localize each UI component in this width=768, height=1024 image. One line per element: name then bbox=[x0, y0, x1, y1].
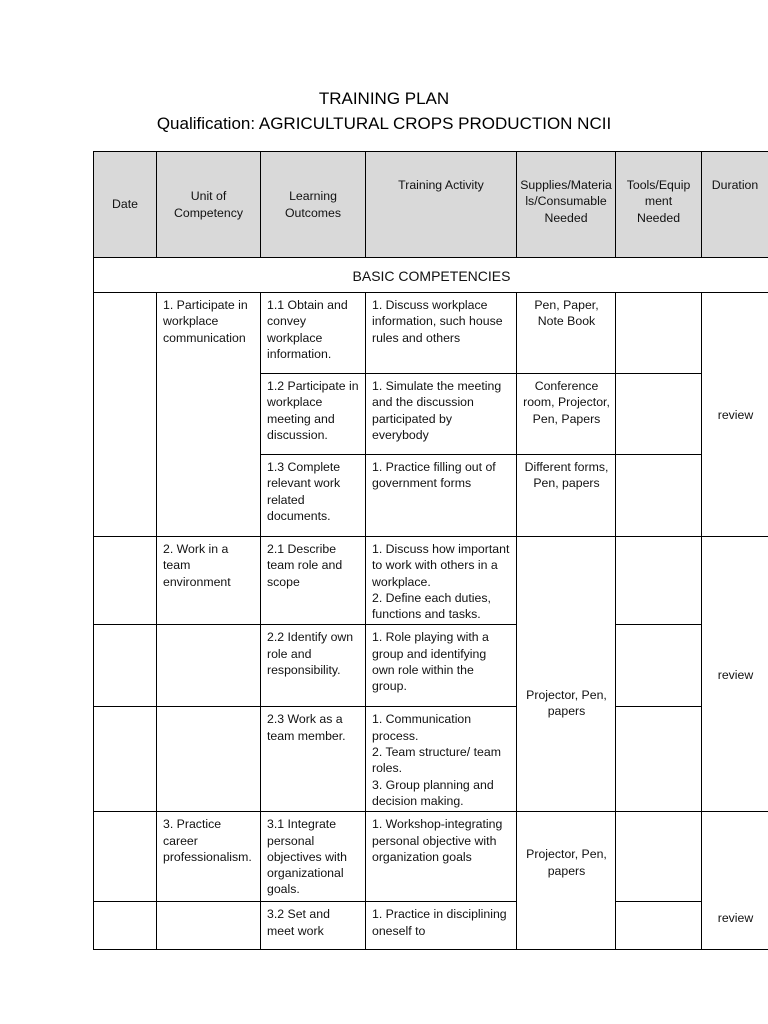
table-row bbox=[94, 812, 768, 902]
table-row bbox=[94, 625, 768, 707]
unit-cell: 3. Practice career professionalism. bbox=[157, 812, 261, 902]
supplies-cell: Projector, Pen, papers bbox=[517, 537, 616, 812]
table-row bbox=[94, 707, 768, 812]
activity-cell: 1. Practice filling out of government forms bbox=[366, 455, 517, 537]
header-tools: Tools/Equipment Needed bbox=[616, 152, 702, 258]
date-cell bbox=[94, 625, 157, 707]
unit-cell: 1. Participate in workplace communication bbox=[157, 293, 261, 537]
section-basic-competencies: BASIC COMPETENCIES bbox=[94, 258, 768, 293]
tools-cell bbox=[616, 455, 702, 537]
outcome-cell: 2.1 Describe team role and scope bbox=[261, 537, 366, 625]
unit-cell bbox=[157, 902, 261, 950]
header-row bbox=[94, 152, 768, 258]
supplies-cell: Different forms, Pen, papers bbox=[517, 455, 616, 537]
qualification-title: Qualification: AGRICULTURAL CROPS PRODUCTION NCII bbox=[156, 114, 612, 133]
duration-cell: review bbox=[702, 537, 768, 812]
activity-cell: 1. Role playing with a group and identifying own role within the group. bbox=[366, 625, 517, 707]
header-activity: Training Activity bbox=[366, 152, 517, 258]
activity-cell: 1. Discuss workplace information, such house rules and others bbox=[366, 293, 517, 374]
tools-cell bbox=[616, 707, 702, 812]
header-supplies: Supplies/Materials/Consumable Needed bbox=[517, 152, 616, 258]
training-plan-table bbox=[93, 151, 768, 950]
outcome-cell: 1.2 Participate in workplace meeting and discussion. bbox=[261, 374, 366, 455]
outcome-cell: 2.2 Identify own role and responsibility. bbox=[261, 625, 366, 707]
outcome-cell: 3.2 Set and meet work bbox=[261, 902, 366, 950]
unit-cell bbox=[157, 625, 261, 707]
activity-cell: 1. Practice in disciplining oneself to bbox=[366, 902, 517, 950]
supplies-cell: Conference room, Projector, Pen, Papers bbox=[517, 374, 616, 455]
supplies-cell: Projector, Pen, papers bbox=[517, 812, 616, 950]
duration-cell: review bbox=[702, 293, 768, 537]
date-cell bbox=[94, 537, 157, 625]
activity-cell: 1. Discuss how important to work with others in a workplace. 2. Define each duties, functions and tasks. bbox=[366, 537, 517, 625]
activity-cell: 1. Workshop-integrating personal objective with organization goals bbox=[366, 812, 517, 902]
date-cell bbox=[94, 812, 157, 902]
duration-cell: review bbox=[702, 812, 768, 950]
unit-cell: 2. Work in a team environment bbox=[157, 537, 261, 625]
header-duration: Duration bbox=[702, 152, 768, 258]
tools-cell bbox=[616, 902, 702, 950]
tools-cell bbox=[616, 374, 702, 455]
date-cell bbox=[94, 902, 157, 950]
table-row bbox=[94, 537, 768, 625]
header-unit: Unit of Competency bbox=[157, 152, 261, 258]
table-row bbox=[94, 902, 768, 950]
date-cell bbox=[94, 707, 157, 812]
outcome-cell: 2.3 Work as a team member. bbox=[261, 707, 366, 812]
outcome-cell: 3.1 Integrate personal objectives with organizational goals. bbox=[261, 812, 366, 902]
supplies-cell: Pen, Paper, Note Book bbox=[517, 293, 616, 374]
outcome-cell: 1.1 Obtain and convey workplace information. bbox=[261, 293, 366, 374]
header-outcomes: Learning Outcomes bbox=[261, 152, 366, 258]
document-title: TRAINING PLAN bbox=[318, 89, 450, 108]
tools-cell bbox=[616, 625, 702, 707]
activity-cell: 1. Simulate the meeting and the discussion participated by everybody bbox=[366, 374, 517, 455]
outcome-cell: 1.3 Complete relevant work related documents. bbox=[261, 455, 366, 537]
tools-cell bbox=[616, 293, 702, 374]
activity-cell: 1. Communication process. 2. Team structure/ team roles. 3. Group planning and decision making. bbox=[366, 707, 517, 812]
unit-cell bbox=[157, 707, 261, 812]
tools-cell bbox=[616, 537, 702, 625]
date-cell bbox=[94, 293, 157, 537]
header-date: Date bbox=[94, 152, 157, 258]
tools-cell bbox=[616, 812, 702, 902]
table-row bbox=[94, 293, 768, 374]
section-row bbox=[94, 258, 768, 293]
